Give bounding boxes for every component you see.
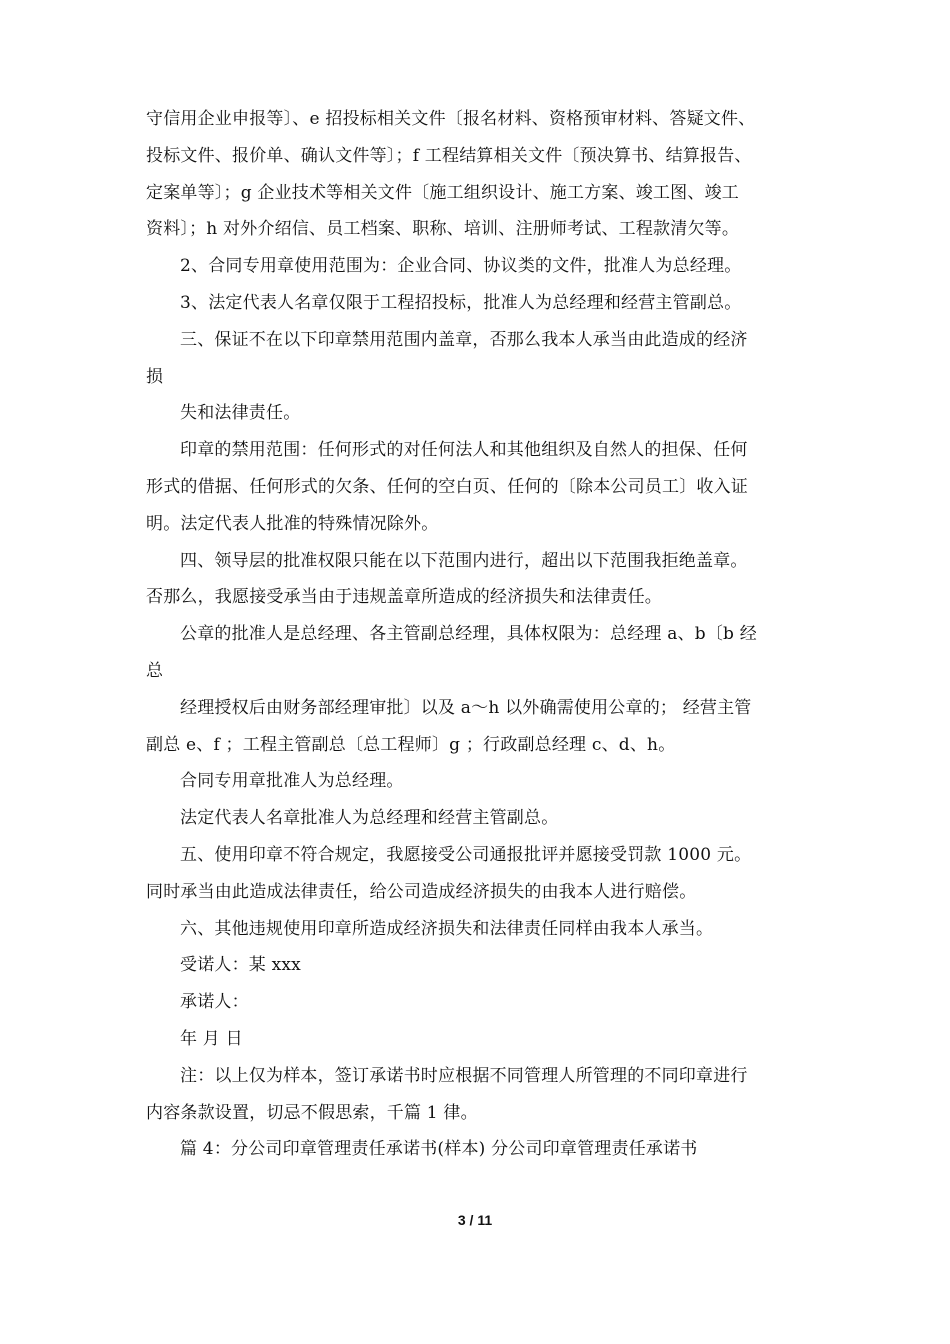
text-line: 资料〕；h 对外介绍信、员工档案、职称、培训、注册师考试、工程款清欠等。 [146,219,740,240]
text-line: 经理授权后由财务部经理审批〕以及 a～h 以外确需使用公章的； 经营主管 [180,697,752,718]
text-line: 2、合同专用章使用范围为：企业合同、协议类的文件，批准人为总经理。 [180,256,742,277]
text-line: 法定代表人名章批准人为总经理和经营主管副总。 [180,808,559,829]
text-line: 投标文件、报价单、确认文件等〕；f 工程结算相关文件〔预决算书、结算报告、 [146,145,752,166]
text-line: 副总 e、f ；工程主管副总〔总工程师〕g ；行政副总经理 c、d、h。 [146,734,676,755]
text-line: 年 月 日 [180,1028,243,1049]
text-line: 3、法定代表人名章仅限于工程招投标，批准人为总经理和经营主管副总。 [180,292,742,313]
text-line: 损 [146,366,164,387]
text-line: 明。法定代表人批准的特殊情况除外。 [146,513,439,534]
text-line: 守信用企业申报等〕、e 招投标相关文件〔报名材料、资格预审材料、答疑文件、 [146,109,756,129]
text-line: 注：以上仅为样本，签订承诺书时应根据不同管理人所管理的不同印章进行 [180,1065,748,1086]
text-line: 总 [146,660,164,681]
text-line: 承诺人： [180,992,249,1013]
text-line: 定案单等〕；g 企业技术等相关文件〔施工组织设计、施工方案、竣工图、竣工 [146,182,739,203]
page-number: 3 / 11 [457,1212,493,1228]
text-line: 五、使用印章不符合规定，我愿接受公司通报批评并愿接受罚款 1000 元。 [180,844,752,865]
text-line: 印章的禁用范围：任何形式的对任何法人和其他组织及自然人的担保、任何 [180,440,748,461]
text-line: 公章的批准人是总经理、各主管副总经理，具体权限为：总经理 a、b〔b 经 [180,624,757,645]
text-line: 内容条款设置，切忌不假思索，千篇 1 律。 [146,1102,478,1123]
text-line: 六、其他违规使用印章所造成经济损失和法律责任同样由我本人承当。 [180,918,714,939]
text-line: 篇 4：分公司印章管理责任承诺书(样本) 分公司印章管理责任承诺书 [180,1139,698,1160]
text-line: 形式的借据、任何形式的欠条、任何的空白页、任何的〔除本公司员工〕收入证 [146,476,748,497]
text-line: 受诺人：某 xxx [180,955,301,976]
text-line: 否那么，我愿接受承当由于违规盖章所造成的经济损失和法律责任。 [146,587,662,608]
text-line: 合同专用章批准人为总经理。 [180,771,404,792]
text-line: 四、领导层的批准权限只能在以下范围内进行，超出以下范围我拒绝盖章。 [180,550,748,571]
text-line: 同时承当由此造成法律责任，给公司造成经济损失的由我本人进行赔偿。 [146,881,697,902]
document-body [146,101,816,1168]
text-line: 失和法律责任。 [180,403,301,424]
text-line: 三、保证不在以下印章禁用范围内盖章，否那么我本人承当由此造成的经济 [180,329,748,350]
